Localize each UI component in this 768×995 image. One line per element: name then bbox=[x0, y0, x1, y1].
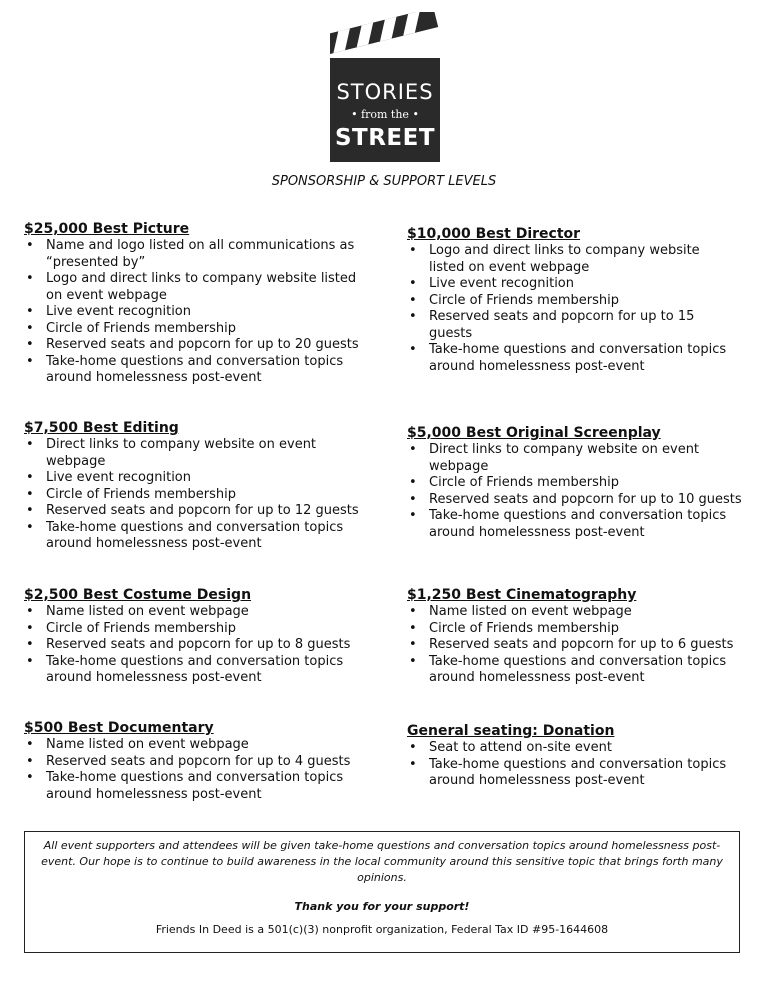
tier-benefits-list bbox=[24, 604, 359, 687]
tier-benefits-list bbox=[24, 737, 359, 803]
bullet-icon: • bbox=[409, 442, 417, 457]
benefit-item bbox=[24, 503, 359, 520]
bullet-icon: • bbox=[26, 604, 34, 619]
tier-benefits-list bbox=[407, 442, 742, 541]
benefit-text: Reserved seats and popcorn for up to 4 guests bbox=[46, 753, 351, 769]
benefit-text: Seat to attend on-site event bbox=[429, 740, 612, 755]
supporters-note-box bbox=[24, 831, 740, 953]
benefit-item bbox=[407, 621, 742, 638]
bullet-icon: • bbox=[409, 604, 417, 619]
benefit-item bbox=[24, 271, 359, 304]
note-thanks: Thank you for your support! bbox=[294, 900, 470, 913]
bullet-icon: • bbox=[409, 620, 417, 636]
benefit-item bbox=[24, 337, 359, 354]
bullet-icon: • bbox=[26, 437, 34, 452]
bullet-icon: • bbox=[26, 653, 34, 669]
benefit-text: Circle of Friends membership bbox=[429, 620, 619, 636]
bullet-icon: • bbox=[26, 770, 34, 785]
tier-title: $1,250 Best Cinematography bbox=[407, 587, 637, 603]
bullet-icon: • bbox=[409, 756, 417, 772]
tier-title: $10,000 Best Director bbox=[407, 226, 581, 242]
benefit-text: Reserved seats and popcorn for up to 10 guests bbox=[429, 491, 742, 507]
benefit-text: Circle of Friends membership bbox=[46, 486, 236, 502]
benefit-item bbox=[24, 470, 359, 487]
benefit-item bbox=[24, 604, 359, 621]
tier-block bbox=[407, 225, 737, 375]
benefit-item bbox=[24, 487, 359, 504]
bullet-icon: • bbox=[26, 238, 34, 253]
benefit-text: Take-home questions and conversation topics around homelessness post-event bbox=[46, 519, 344, 551]
bullet-icon: • bbox=[26, 353, 34, 369]
tier-block bbox=[407, 722, 742, 790]
tier-block bbox=[407, 586, 742, 687]
tier-title: $2,500 Best Costume Design bbox=[24, 587, 252, 603]
benefit-text: Name and logo listed on all communications as “presented by” bbox=[46, 238, 355, 270]
tier-block bbox=[24, 586, 359, 687]
benefit-text: Take-home questions and conversation topics around homelessness post-event bbox=[429, 756, 727, 788]
benefit-text: Circle of Friends membership bbox=[429, 475, 619, 490]
benefit-text: Circle of Friends membership bbox=[46, 620, 236, 636]
bullet-icon: • bbox=[409, 276, 417, 291]
benefit-text: Logo and direct links to company website listed on event webpage bbox=[429, 243, 700, 275]
tier-title: $500 Best Documentary bbox=[24, 720, 214, 736]
bullet-icon: • bbox=[409, 292, 417, 308]
bullet-icon: • bbox=[26, 620, 34, 636]
benefit-item bbox=[24, 437, 359, 470]
logo-line-from-the: • from the • bbox=[351, 108, 419, 121]
benefit-item bbox=[24, 737, 359, 754]
benefit-text: Reserved seats and popcorn for up to 20 guests bbox=[46, 337, 359, 352]
bullet-icon: • bbox=[26, 304, 34, 319]
benefit-item bbox=[24, 754, 359, 771]
bullet-icon: • bbox=[26, 320, 34, 336]
benefit-text: Live event recognition bbox=[429, 276, 574, 291]
bullet-icon: • bbox=[26, 753, 34, 769]
benefit-item bbox=[24, 321, 359, 338]
benefit-item bbox=[407, 508, 742, 541]
bullet-icon: • bbox=[409, 637, 417, 652]
bullet-icon: • bbox=[26, 337, 34, 352]
benefit-item bbox=[407, 276, 737, 293]
tier-benefits-list bbox=[407, 604, 742, 687]
tier-title: $7,500 Best Editing bbox=[24, 420, 179, 436]
tier-benefits-list bbox=[24, 437, 359, 553]
bullet-icon: • bbox=[409, 653, 417, 669]
benefit-item bbox=[24, 770, 359, 803]
note-text: All event supporters and attendees will be given take-home questions and conversation topics around homelessness post-event. Our hope is to continue to build awareness in the local community around this sensitive topic that brings forth many opinions. bbox=[41, 839, 723, 884]
benefit-text: Take-home questions and conversation topics around homelessness post-event bbox=[429, 342, 727, 374]
benefit-text: Name listed on event webpage bbox=[46, 604, 249, 619]
benefit-text: Name listed on event webpage bbox=[46, 737, 249, 752]
benefit-text: Circle of Friends membership bbox=[429, 292, 619, 308]
benefit-item bbox=[24, 654, 359, 687]
benefit-item bbox=[24, 621, 359, 638]
benefit-item bbox=[24, 637, 359, 654]
bullet-icon: • bbox=[409, 309, 417, 324]
benefit-item bbox=[407, 757, 742, 790]
benefit-text: Reserved seats and popcorn for up to 15 guests bbox=[429, 309, 695, 341]
bullet-icon: • bbox=[409, 475, 417, 490]
clapperboard-board bbox=[330, 58, 440, 162]
bullet-icon: • bbox=[409, 243, 417, 258]
benefit-item bbox=[24, 238, 359, 271]
stories-from-the-street-logo bbox=[330, 12, 442, 164]
bullet-icon: • bbox=[26, 737, 34, 752]
bullet-icon: • bbox=[409, 491, 417, 507]
benefit-text: Circle of Friends membership bbox=[46, 320, 236, 336]
tier-block bbox=[24, 220, 359, 387]
benefit-item bbox=[407, 342, 737, 375]
benefit-text: Take-home questions and conversation topics around homelessness post-event bbox=[429, 653, 727, 685]
benefit-text: Take-home questions and conversation topics around homelessness post-event bbox=[46, 653, 344, 685]
benefit-text: Reserved seats and popcorn for up to 12 guests bbox=[46, 503, 359, 518]
benefit-item bbox=[407, 243, 737, 276]
clapperboard-icon bbox=[330, 12, 442, 62]
bullet-icon: • bbox=[26, 470, 34, 485]
benefit-item bbox=[407, 492, 742, 509]
benefit-item bbox=[407, 293, 737, 310]
benefit-text: Live event recognition bbox=[46, 470, 191, 485]
benefit-item bbox=[407, 442, 742, 475]
bullet-icon: • bbox=[26, 271, 34, 286]
benefit-item bbox=[407, 604, 742, 621]
benefit-text: Reserved seats and popcorn for up to 6 guests bbox=[429, 637, 734, 652]
bullet-icon: • bbox=[409, 740, 417, 755]
tier-block bbox=[24, 719, 359, 803]
benefit-text: Logo and direct links to company website listed on event webpage bbox=[46, 271, 357, 303]
benefit-item bbox=[24, 304, 359, 321]
benefit-item bbox=[407, 309, 737, 342]
note-tax-id: Friends In Deed is a 501(c)(3) nonprofit organization, Federal Tax ID #95-1644608 bbox=[155, 923, 609, 936]
benefit-text: Take-home questions and conversation topics around homelessness post-event bbox=[429, 508, 727, 540]
tier-title: $5,000 Best Original Screenplay bbox=[407, 425, 661, 441]
page-subtitle: SPONSORSHIP & SUPPORT LEVELS bbox=[271, 174, 497, 189]
bullet-icon: • bbox=[26, 519, 34, 535]
benefit-text: Name listed on event webpage bbox=[429, 604, 632, 619]
tier-title: General seating: Donation bbox=[407, 723, 615, 739]
benefit-text: Direct links to company website on event webpage bbox=[429, 442, 700, 474]
benefit-text: Take-home questions and conversation topics around homelessness post-event bbox=[46, 770, 344, 802]
bullet-icon: • bbox=[409, 508, 417, 523]
bullet-icon: • bbox=[26, 637, 34, 652]
tier-title: $25,000 Best Picture bbox=[24, 221, 190, 237]
benefit-text: Live event recognition bbox=[46, 304, 191, 319]
benefit-item bbox=[407, 637, 742, 654]
benefit-item bbox=[407, 740, 742, 757]
bullet-icon: • bbox=[26, 503, 34, 518]
benefit-text: Take-home questions and conversation topics around homelessness post-event bbox=[46, 353, 344, 385]
tier-block bbox=[407, 424, 742, 541]
benefit-item bbox=[24, 520, 359, 553]
tier-block bbox=[24, 419, 359, 553]
benefit-item bbox=[407, 654, 742, 687]
logo-line-street: STREET bbox=[334, 125, 436, 151]
benefit-text: Reserved seats and popcorn for up to 8 guests bbox=[46, 637, 351, 652]
tier-benefits-list bbox=[407, 243, 737, 375]
benefit-item bbox=[24, 354, 359, 387]
logo-line-stories: STORIES bbox=[336, 80, 434, 104]
tier-benefits-list bbox=[24, 238, 359, 387]
benefit-item bbox=[407, 475, 742, 492]
bullet-icon: • bbox=[409, 342, 417, 357]
bullet-icon: • bbox=[26, 486, 34, 502]
benefit-text: Direct links to company website on event webpage bbox=[46, 437, 317, 469]
tier-benefits-list bbox=[407, 740, 742, 790]
